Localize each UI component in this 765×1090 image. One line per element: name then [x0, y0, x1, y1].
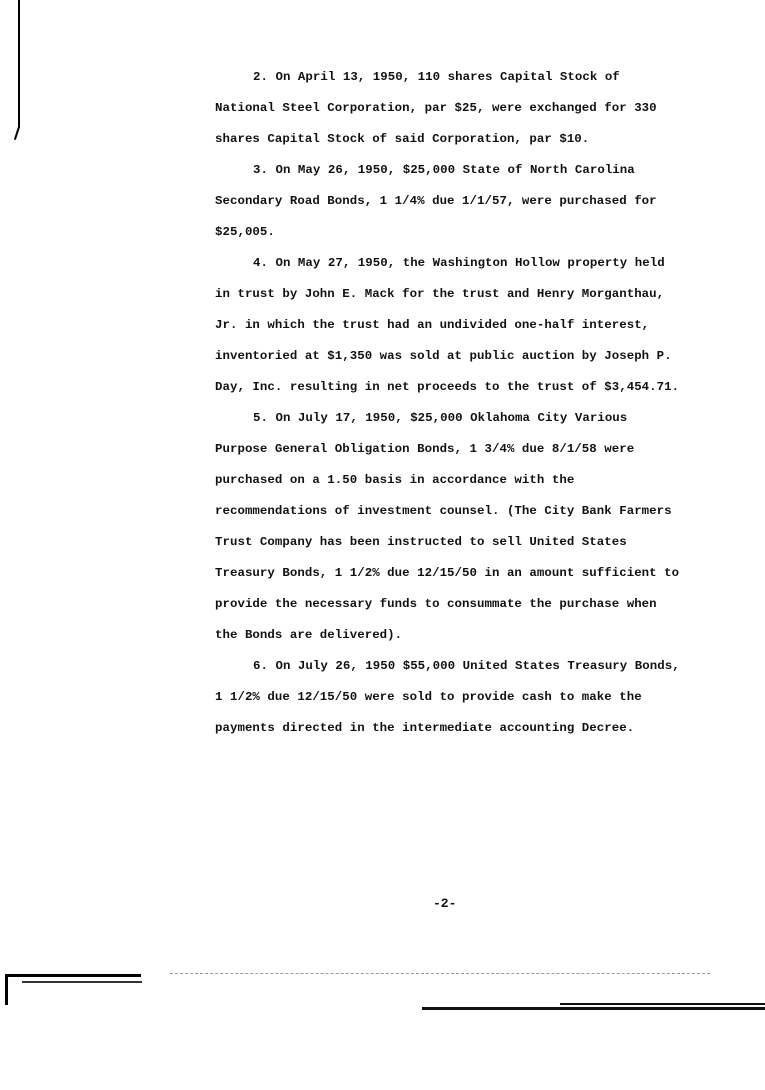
- scan-edge-mark: [14, 126, 20, 140]
- scan-corner-rule: [5, 974, 141, 977]
- page-number: -2-: [433, 896, 457, 911]
- scan-dashed-rule: [170, 973, 710, 974]
- paragraph-item-2: 2. On April 13, 1950, 110 shares Capital Stock of National Steel Corporation, par $25, were exchanged for 330 shares Capital Stock of said Corporation, par $10.: [215, 70, 657, 146]
- paragraph-item-5: 5. On July 17, 1950, $25,000 Oklahoma City Various Purpose General Obligation Bonds, 1 3/4% due 8/1/58 were purchased on a 1.50 basis in accordance with the recommendations of investment counsel. (The City Bank Farmers Trust Company has been instructed to sell United States Treasury Bonds, 1 1/2% due 12/15/50 in an amount sufficient to provide the necessary funds to consummate the purchase when the Bonds are delivered).: [215, 411, 680, 642]
- document-body: [215, 62, 685, 744]
- scan-bottom-rule-upper: [560, 1003, 765, 1005]
- scan-corner-rule-inner: [22, 981, 142, 983]
- scan-edge-line: [18, 0, 20, 128]
- paragraph-item-4: 4. On May 27, 1950, the Washington Hollow property held in trust by John E. Mack for the trust and Henry Morganthau, Jr. in which the trust had an undivided one-half interest, inventoried at $1,350 was sold at public auction by Joseph P. Day, Inc. resulting in net proceeds to the trust of $3,454.71.: [215, 256, 680, 394]
- paragraph-item-6: 6. On July 26, 1950 $55,000 United States Treasury Bonds, 1 1/2% due 12/15/50 were sold to provide cash to make the payments directed in the intermediate accounting Decree.: [215, 659, 680, 735]
- scan-bottom-rule: [422, 1007, 765, 1010]
- paragraph-item-3: 3. On May 26, 1950, $25,000 State of North Carolina Secondary Road Bonds, 1 1/4% due 1/1/57, were purchased for $25,005.: [215, 163, 657, 239]
- scan-corner-mark: [5, 975, 8, 1005]
